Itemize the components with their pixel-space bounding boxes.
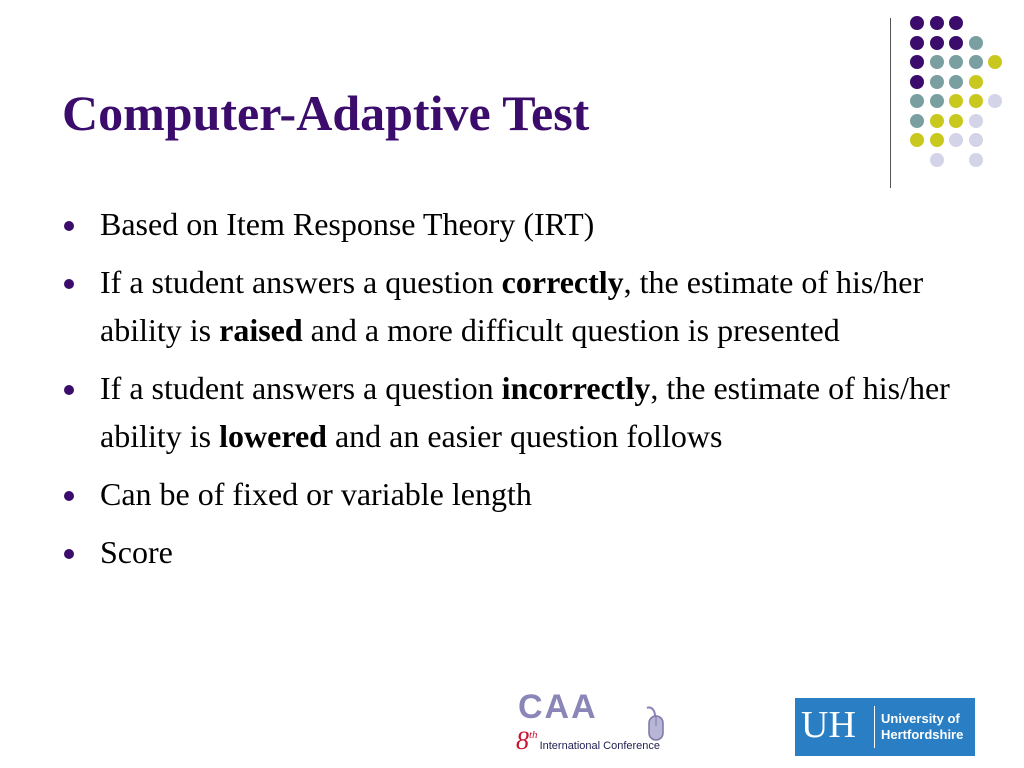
decorative-dot bbox=[949, 36, 963, 50]
decorative-dot bbox=[930, 16, 944, 30]
decorative-dot bbox=[969, 133, 983, 147]
uh-logo-name bbox=[881, 711, 963, 743]
decorative-dot bbox=[930, 153, 944, 167]
decorative-dot bbox=[910, 94, 924, 108]
decorative-dot bbox=[949, 94, 963, 108]
decorative-dot bbox=[930, 133, 944, 147]
bullet-segment: Can be of fixed or variable length bbox=[100, 476, 532, 512]
decorative-dot bbox=[930, 94, 944, 108]
bullet-emphasis: raised bbox=[219, 312, 303, 348]
uh-logo-name-line1: University of bbox=[881, 711, 960, 726]
bullet-segment: Score bbox=[100, 534, 173, 570]
bullet-marker bbox=[64, 385, 74, 395]
bullet-emphasis: lowered bbox=[219, 418, 327, 454]
bullet-text bbox=[100, 534, 173, 570]
bullet-text bbox=[100, 206, 594, 242]
decorative-dot bbox=[969, 114, 983, 128]
bullet-segment: , the estimate of his/her ability is bbox=[100, 370, 950, 454]
caa-edition-number: 8 bbox=[516, 726, 529, 755]
decorative-dot bbox=[930, 36, 944, 50]
decorative-dot bbox=[910, 36, 924, 50]
bullet-segment: and a more difficult question is presented bbox=[302, 312, 840, 348]
bullet-segment: Based on Item Response Theory (IRT) bbox=[100, 206, 595, 242]
slide-title: Computer-Adaptive Test bbox=[62, 85, 590, 141]
bullet-item bbox=[64, 258, 964, 354]
decorative-dot bbox=[988, 55, 1002, 69]
decorative-dot bbox=[930, 55, 944, 69]
caa-conference-text: International Conference bbox=[539, 740, 661, 752]
decorative-dot bbox=[969, 55, 983, 69]
decorative-dot bbox=[930, 114, 944, 128]
caa-logo-word: CAA bbox=[518, 688, 598, 726]
decorative-dot bbox=[949, 16, 963, 30]
decorative-dot bbox=[969, 75, 983, 89]
decorative-dot-grid bbox=[900, 12, 1010, 172]
bullet-marker bbox=[64, 491, 74, 501]
bullet-item bbox=[64, 364, 964, 460]
bullet-marker bbox=[64, 549, 74, 559]
bullet-item bbox=[64, 528, 964, 576]
decorative-dot bbox=[949, 75, 963, 89]
decorative-dot bbox=[930, 75, 944, 89]
decorative-dot bbox=[969, 153, 983, 167]
bullet-marker bbox=[64, 279, 74, 289]
uh-logo-letters: UH bbox=[801, 704, 856, 746]
bullet-text bbox=[100, 264, 923, 348]
decorative-dot bbox=[969, 36, 983, 50]
decorative-dot bbox=[910, 114, 924, 128]
caa-conference-caption bbox=[516, 728, 660, 754]
decorative-dot bbox=[949, 114, 963, 128]
decorative-dot bbox=[949, 55, 963, 69]
bullet-item bbox=[64, 470, 964, 518]
bullet-text bbox=[100, 370, 950, 454]
decorative-dot bbox=[910, 75, 924, 89]
caa-conference-logo bbox=[512, 690, 672, 760]
bullet-item bbox=[64, 200, 964, 248]
bullet-emphasis: correctly bbox=[501, 264, 624, 300]
bullet-segment: If a student answers a question bbox=[100, 370, 502, 406]
uh-logo-name-line2: Hertfordshire bbox=[881, 727, 964, 742]
decorative-dot bbox=[969, 94, 983, 108]
bullet-emphasis: incorrectly bbox=[501, 370, 651, 406]
university-of-hertfordshire-logo bbox=[795, 698, 975, 756]
decorative-dot bbox=[910, 16, 924, 30]
decorative-dot bbox=[949, 133, 963, 147]
bullet-segment: If a student answers a question bbox=[100, 264, 502, 300]
caa-edition-suffix: th bbox=[529, 729, 538, 741]
uh-logo-separator bbox=[874, 706, 875, 748]
decorative-dot bbox=[988, 94, 1002, 108]
decorative-dot bbox=[910, 133, 924, 147]
bullet-segment: , the estimate of his/her ability is bbox=[100, 264, 924, 348]
bullet-list bbox=[64, 200, 964, 586]
header-divider bbox=[890, 18, 891, 188]
decorative-dot bbox=[910, 55, 924, 69]
bullet-segment: and an easier question follows bbox=[326, 418, 723, 454]
bullet-marker bbox=[64, 221, 74, 231]
bullet-text bbox=[100, 476, 532, 512]
